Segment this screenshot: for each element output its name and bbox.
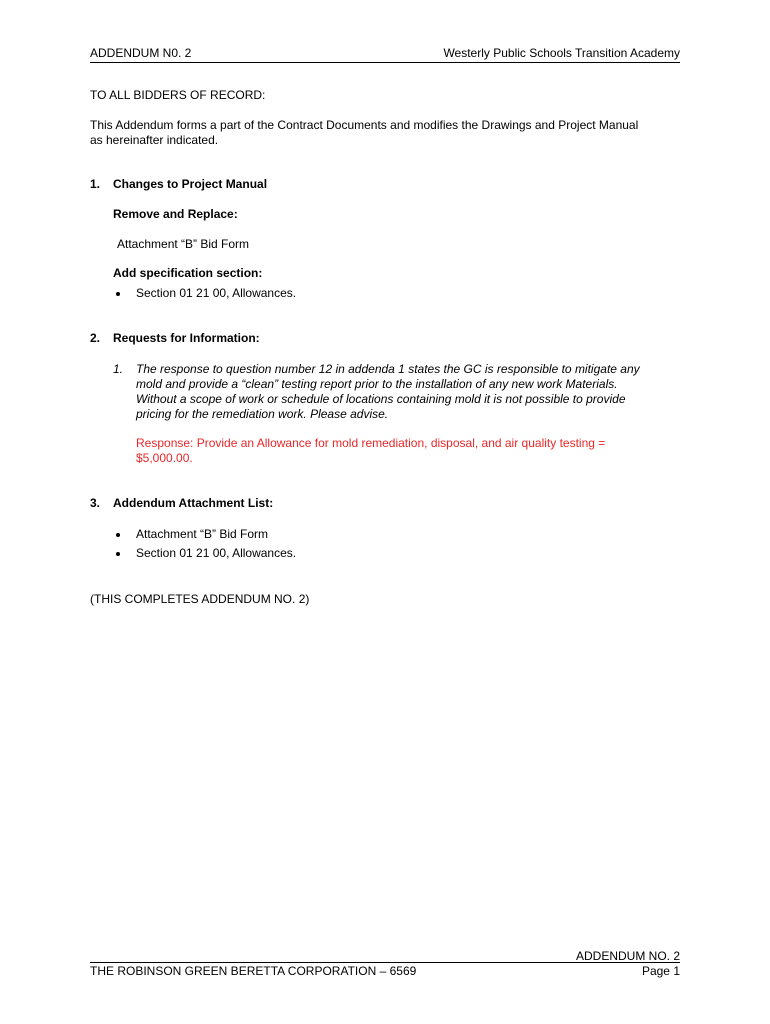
header-addendum-label: ADDENDUM N0. 2 [90,46,192,60]
rfi-response-line-2: $5,000.00. [136,451,193,465]
bullet-icon [116,292,120,296]
section-3-title: Addendum Attachment List: [113,496,274,510]
attachment-list-item: Section 01 21 00, Allowances. [136,546,297,560]
remove-replace-heading: Remove and Replace: [113,207,238,221]
add-spec-item: Section 01 21 00, Allowances. [136,286,297,300]
rfi-response-line-1: Response: Provide an Allowance for mold remediation, disposal, and air quality testing = [136,436,606,450]
footer-page-number: Page 1 [641,964,680,978]
rfi-question-line-1: The response to question number 12 in addenda 1 states the GC is responsible to mitigate any [136,362,640,376]
remove-replace-item: Attachment “B” Bid Form [117,237,250,251]
footer-addendum-label: ADDENDUM NO. 2 [575,949,680,963]
rfi-question-line-4: pricing for the remediation work. Please advise. [136,407,389,421]
rfi-question-line-3: Without a scope of work or schedule of locations containing mold it is not possible to provide [136,392,626,406]
header-project-name: Westerly Public Schools Transition Academy [443,46,680,60]
rfi-question-number: 1. [113,362,124,376]
section-2-number: 2. [90,331,101,345]
rfi-question-line-2: mold and provide a “clean” testing report prior to the installation of any new work Materials. [136,377,618,391]
bullet-icon [116,533,120,537]
footer-company: THE ROBINSON GREEN BERETTA CORPORATION – 6569 [90,964,417,978]
salutation: TO ALL BIDDERS OF RECORD: [90,88,266,102]
section-2-title: Requests for Information: [113,331,260,345]
section-3-number: 3. [90,496,101,510]
intro-line-1: This Addendum forms a part of the Contract Documents and modifies the Drawings and Project Manual [90,118,639,132]
closing-statement: (THIS COMPLETES ADDENDUM NO. 2) [90,592,310,606]
page-header [90,46,680,63]
add-spec-heading: Add specification section: [113,266,263,280]
section-1-number: 1. [90,177,101,191]
attachment-list-item: Attachment “B” Bid Form [136,527,269,541]
footer-rule [90,962,680,963]
bullet-icon [116,552,120,556]
section-1-title: Changes to Project Manual [113,177,268,191]
intro-line-2: as hereinafter indicated. [90,133,219,147]
